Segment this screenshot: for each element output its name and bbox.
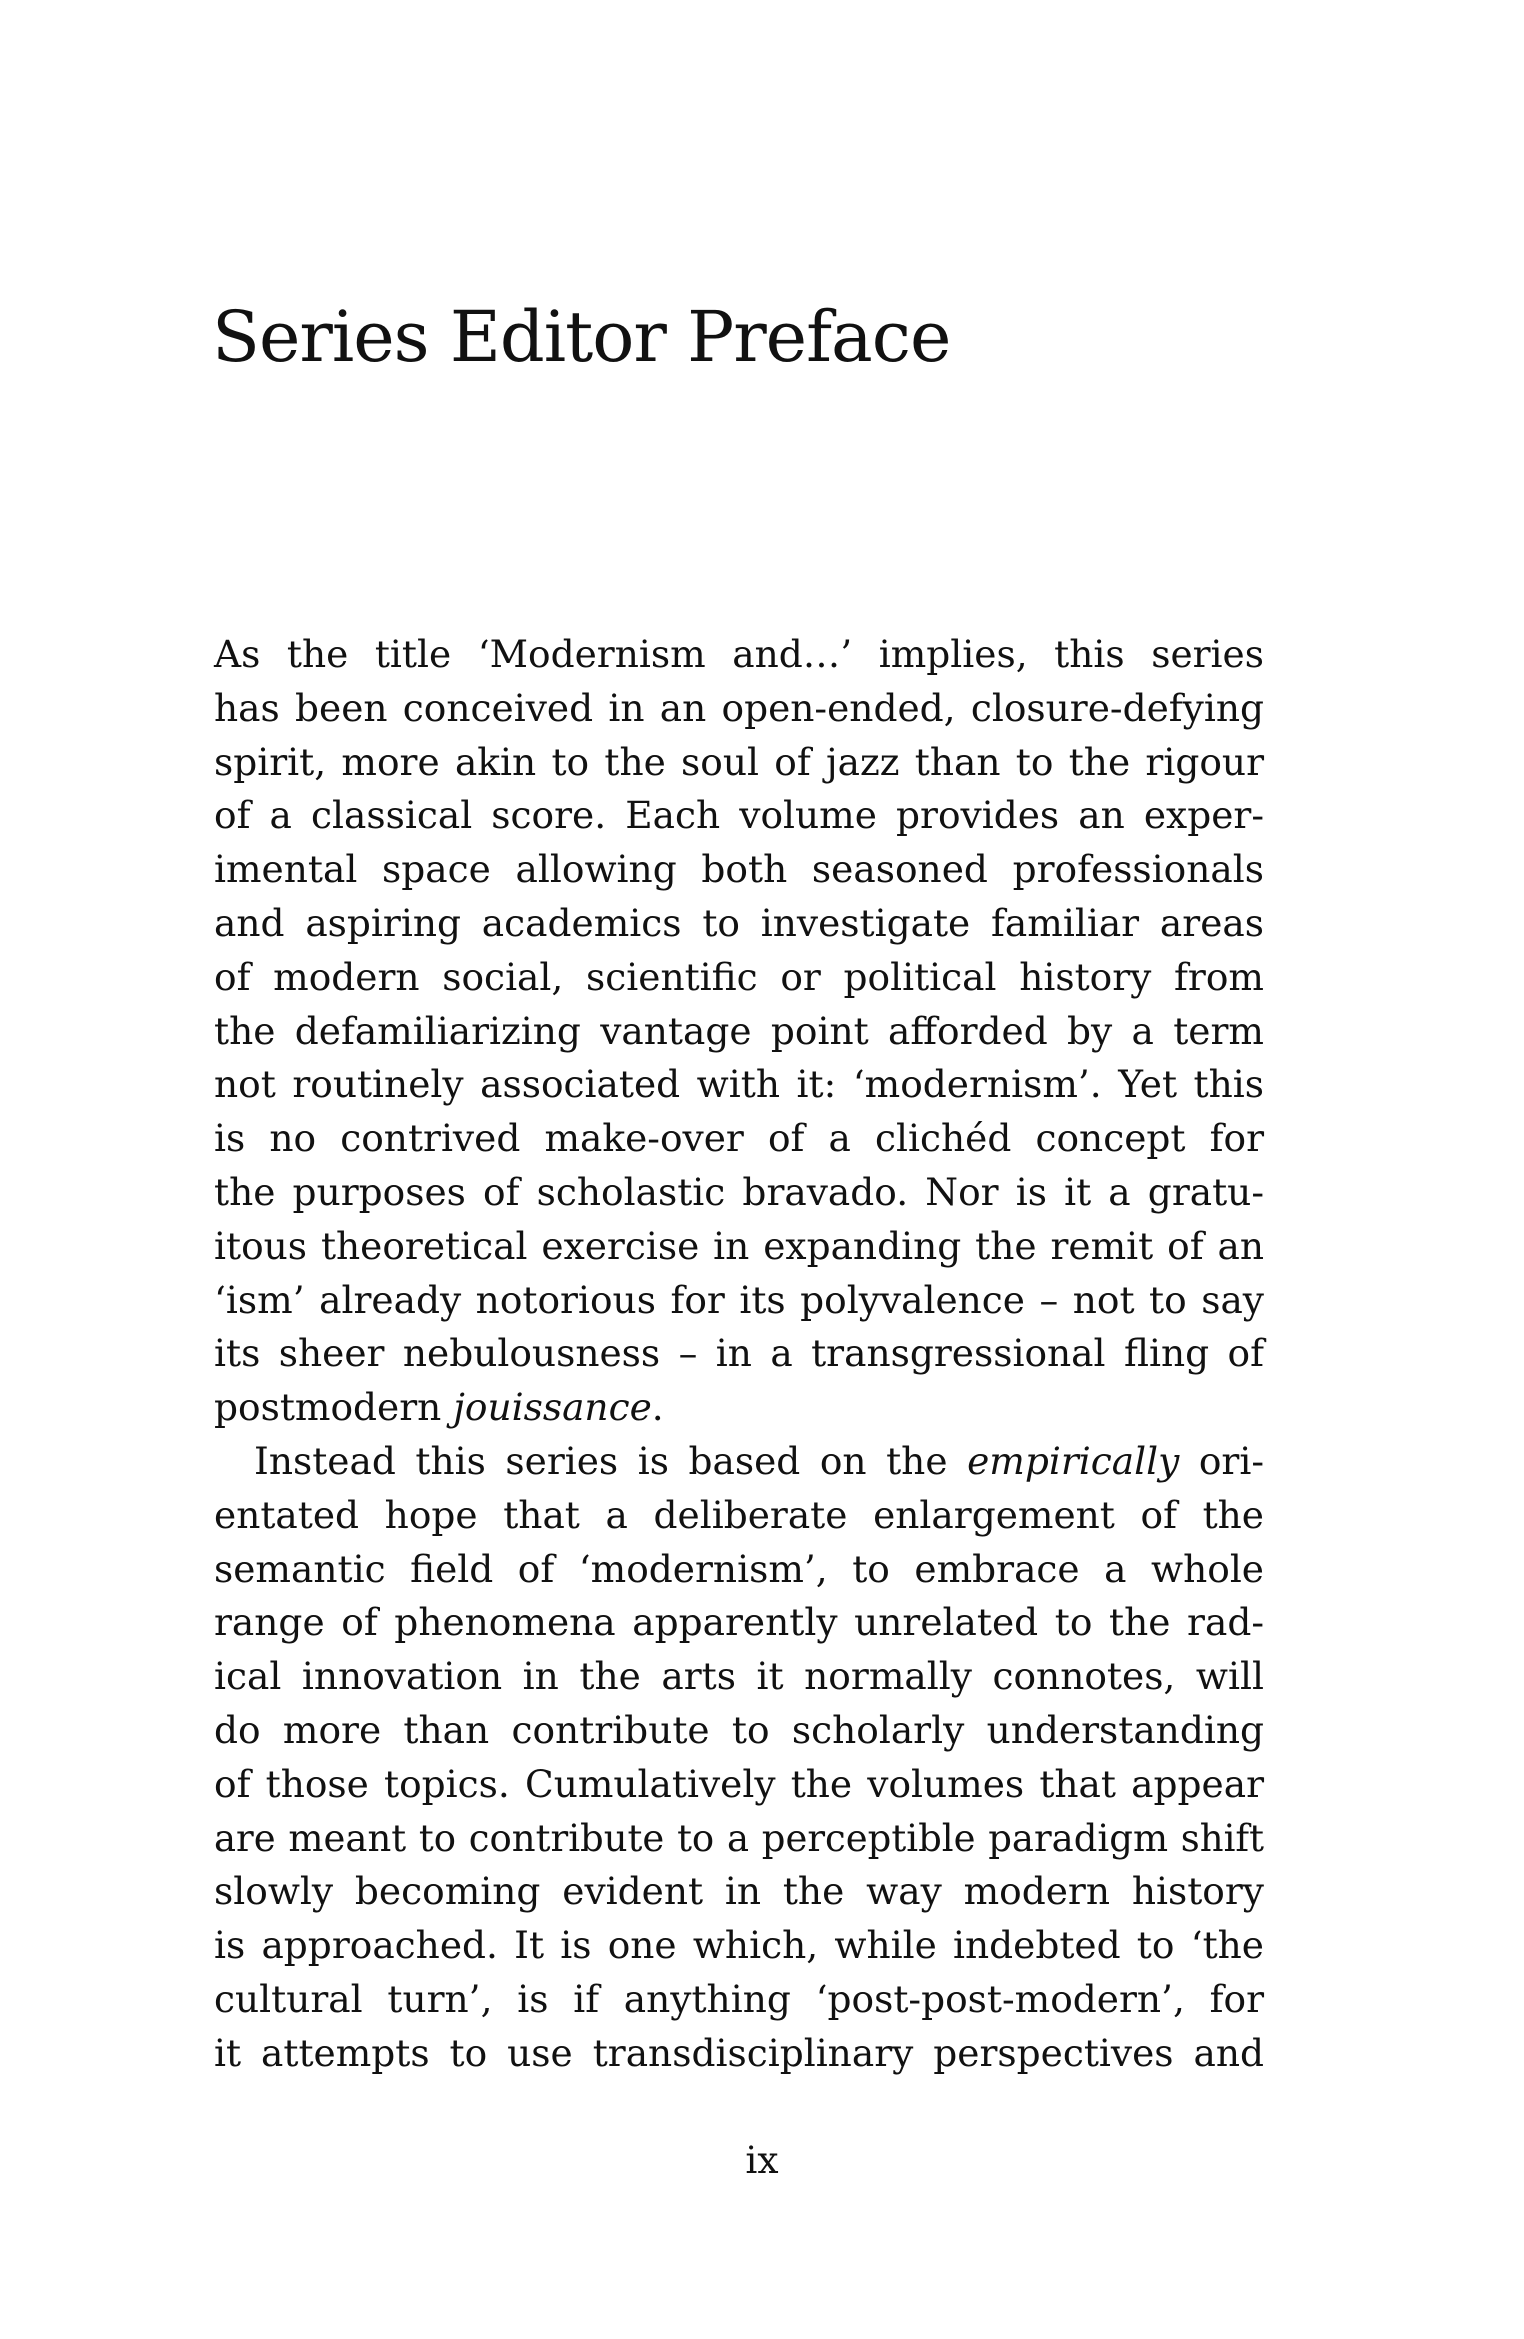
paragraph-2 <box>214 1435 1264 2081</box>
page-title: Series Editor Preface <box>212 296 951 378</box>
text-segment: postmodern <box>214 1385 454 1430</box>
text-line: the purposes of scholastic bravado. Nor is it a gratu- <box>214 1169 1264 1214</box>
text-line: entated hope that a deliberate enlargement of the <box>214 1492 1264 1537</box>
text-line: imental space allowing both seasoned professionals <box>214 847 1264 892</box>
text-line: has been conceived in an open-ended, closure-defying <box>214 685 1264 730</box>
text-line: slowly becoming evident in the way modern history <box>214 1869 1264 1914</box>
page-number: ix <box>745 2138 779 2182</box>
text-line: range of phenomena apparently unrelated to the rad- <box>214 1600 1264 1645</box>
text-line <box>214 1381 1264 1435</box>
text-segment: . <box>651 1385 664 1430</box>
paragraph-1 <box>214 628 1264 1435</box>
text-line: and aspiring academics to investigate familiar areas <box>214 900 1264 945</box>
text-line: of those topics. Cumulatively the volumes that appear <box>214 1761 1264 1806</box>
text-line: As the title ‘Modernism and…’ implies, this series <box>214 632 1264 676</box>
text-line: not routinely associated with it: ‘modernism’. Yet this <box>214 1062 1264 1107</box>
italic-term: jouissance <box>453 1385 652 1430</box>
text-line: the defamiliarizing vantage point afforded by a term <box>214 1008 1264 1053</box>
text-line: is approached. It is one which, while indebted to ‘the <box>214 1923 1264 1968</box>
body-text <box>214 628 1264 2081</box>
text-line <box>214 1435 1264 1489</box>
italic-term: empirically <box>967 1438 1180 1483</box>
text-line: ‘ism’ already notorious for its polyvalence – not to say <box>214 1277 1264 1322</box>
text-line: ical innovation in the arts it normally connotes, will <box>214 1654 1264 1699</box>
text-line: is no contrived make-over of a clichéd concept for <box>214 1116 1264 1161</box>
text-line: spirit, more akin to the soul of jazz than to the rigour <box>214 739 1264 784</box>
text-line: of a classical score. Each volume provides an exper- <box>214 793 1264 838</box>
text-line: semantic field of ‘modernism’, to embrace a whole <box>214 1546 1264 1591</box>
text-line: itous theoretical exercise in expanding the remit of an <box>214 1223 1264 1268</box>
text-line: it attempts to use transdisciplinary perspectives and <box>214 2030 1264 2075</box>
text-line: cultural turn’, is if anything ‘post-post-modern’, for <box>214 1976 1264 2021</box>
text-line: its sheer nebulousness – in a transgressional fling of <box>214 1331 1264 1376</box>
text-segment: Instead this series is based on the <box>254 1438 968 1483</box>
text-line: of modern social, scientific or political history from <box>214 954 1264 999</box>
text-line: do more than contribute to scholarly understanding <box>214 1707 1264 1752</box>
text-segment: ori- <box>1179 1438 1264 1483</box>
text-line: are meant to contribute to a perceptible paradigm shift <box>214 1816 1264 1860</box>
